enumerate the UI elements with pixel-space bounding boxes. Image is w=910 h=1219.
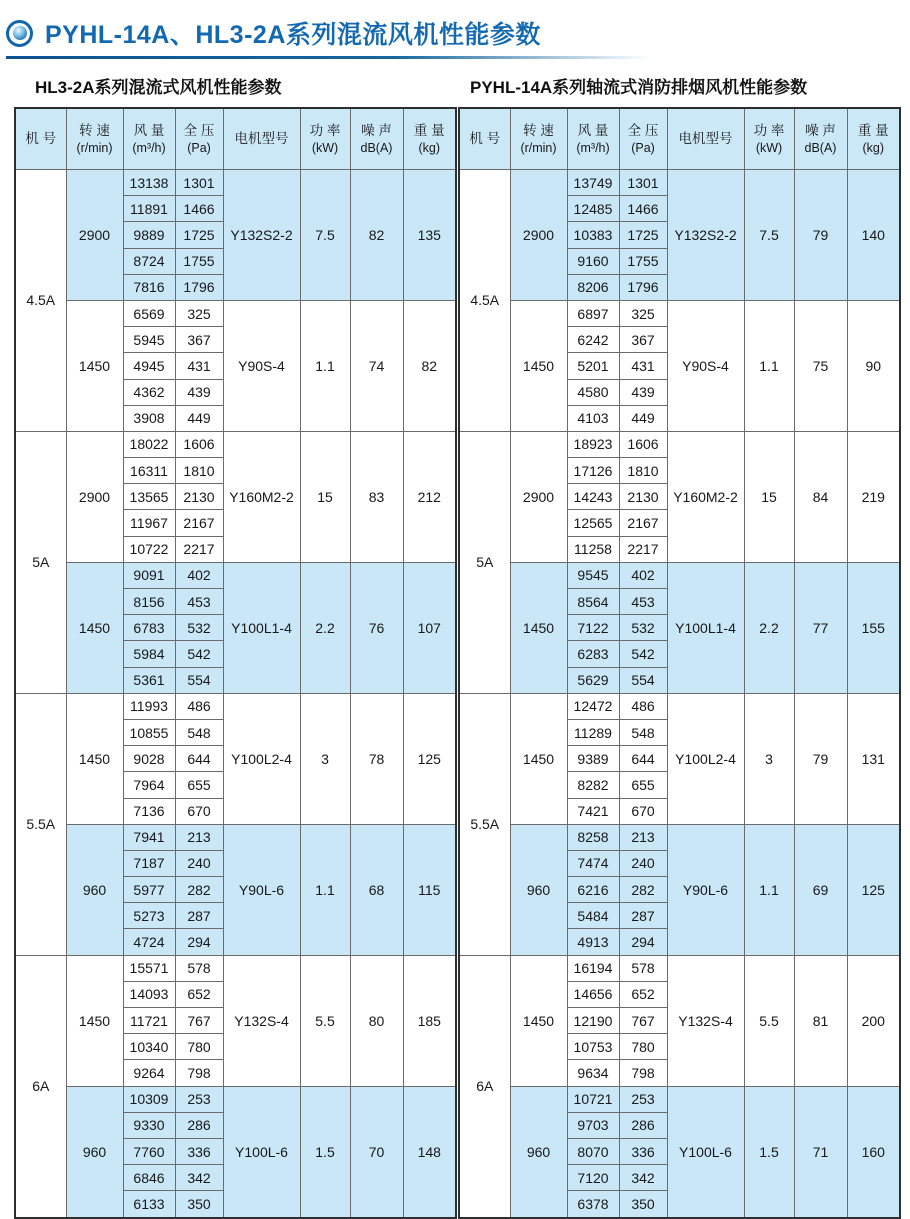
flow-cell: 14243	[567, 484, 619, 510]
pressure-cell: 767	[619, 1008, 667, 1034]
flow-cell: 7120	[567, 1165, 619, 1191]
flow-cell: 7760	[123, 1138, 175, 1164]
pressure-cell: 240	[619, 850, 667, 876]
power-cell: 7.5	[300, 170, 350, 301]
flow-cell: 8724	[123, 248, 175, 274]
table-row	[15, 300, 456, 326]
flow-cell: 9091	[123, 562, 175, 588]
motor-cell: Y160M2-2	[223, 431, 300, 562]
weight-cell: 90	[847, 300, 900, 431]
flow-cell: 8070	[567, 1138, 619, 1164]
pressure-cell: 453	[175, 589, 223, 615]
flow-cell: 8564	[567, 589, 619, 615]
size-cell: 5A	[15, 431, 66, 693]
weight-cell: 212	[403, 431, 456, 562]
flow-cell: 12485	[567, 196, 619, 222]
noise-cell: 76	[350, 562, 403, 693]
power-cell: 1.5	[744, 1086, 794, 1217]
motor-cell: Y100L1-4	[223, 562, 300, 693]
motor-cell: Y100L-6	[667, 1086, 744, 1217]
flow-cell: 9703	[567, 1112, 619, 1138]
flow-cell: 12472	[567, 693, 619, 719]
speed-cell: 1450	[66, 562, 123, 693]
power-cell: 1.1	[744, 824, 794, 955]
flow-cell: 14656	[567, 981, 619, 1007]
size-cell: 6A	[15, 955, 66, 1217]
flow-cell: 6216	[567, 877, 619, 903]
flow-cell: 10753	[567, 1034, 619, 1060]
weight-cell: 125	[847, 824, 900, 955]
power-cell: 3	[300, 693, 350, 824]
power-cell: 15	[300, 431, 350, 562]
pressure-cell: 453	[619, 589, 667, 615]
flow-cell: 5361	[123, 667, 175, 693]
noise-cell: 69	[794, 824, 847, 955]
flow-cell: 11993	[123, 693, 175, 719]
flow-cell: 4913	[567, 929, 619, 955]
noise-cell: 83	[350, 431, 403, 562]
pressure-cell: 213	[175, 824, 223, 850]
table-row	[459, 562, 900, 588]
flow-cell: 6242	[567, 327, 619, 353]
noise-cell: 77	[794, 562, 847, 693]
flow-cell: 5977	[123, 877, 175, 903]
pressure-cell: 1810	[175, 458, 223, 484]
pressure-cell: 439	[619, 379, 667, 405]
size-cell: 5A	[459, 431, 510, 693]
pressure-cell: 367	[175, 327, 223, 353]
pressure-cell: 655	[175, 772, 223, 798]
table-row	[459, 824, 900, 850]
flow-cell: 8258	[567, 824, 619, 850]
pressure-cell: 2130	[619, 484, 667, 510]
pressure-cell: 644	[619, 746, 667, 772]
pressure-cell: 798	[175, 1060, 223, 1086]
pressure-cell: 449	[175, 405, 223, 431]
pressure-cell: 1725	[175, 222, 223, 248]
flow-cell: 7816	[123, 274, 175, 300]
weight-cell: 185	[403, 955, 456, 1086]
table-row	[15, 955, 456, 981]
spec-table-hl3-2a	[14, 107, 457, 1219]
motor-cell: Y132S2-2	[223, 170, 300, 301]
flow-cell: 5984	[123, 641, 175, 667]
column-header: 功 率 (kW)	[744, 108, 794, 170]
flow-cell: 7421	[567, 798, 619, 824]
flow-cell: 18923	[567, 431, 619, 457]
flow-cell: 11289	[567, 719, 619, 745]
flow-cell: 17126	[567, 458, 619, 484]
pressure-cell: 294	[619, 929, 667, 955]
pressure-cell: 670	[175, 798, 223, 824]
flow-cell: 10340	[123, 1034, 175, 1060]
noise-cell: 74	[350, 300, 403, 431]
pressure-cell: 431	[619, 353, 667, 379]
motor-cell: Y100L-6	[223, 1086, 300, 1217]
size-cell: 5.5A	[15, 693, 66, 955]
pressure-cell: 282	[619, 877, 667, 903]
column-header: 全 压 (Pa)	[619, 108, 667, 170]
pressure-cell: 1466	[619, 196, 667, 222]
flow-cell: 11258	[567, 536, 619, 562]
pressure-cell: 655	[619, 772, 667, 798]
bullet-circle-core-icon	[13, 26, 27, 40]
size-cell: 5.5A	[459, 693, 510, 955]
flow-cell: 6897	[567, 300, 619, 326]
flow-cell: 9389	[567, 746, 619, 772]
table-row	[15, 824, 456, 850]
title-underline	[6, 56, 651, 59]
flow-cell: 5201	[567, 353, 619, 379]
motor-cell: Y100L2-4	[223, 693, 300, 824]
weight-cell: 140	[847, 170, 900, 301]
flow-cell: 9264	[123, 1060, 175, 1086]
pressure-cell: 532	[619, 615, 667, 641]
pressure-cell: 578	[175, 955, 223, 981]
header-row	[15, 108, 456, 170]
pressure-cell: 2167	[619, 510, 667, 536]
page-title: PYHL-14A、HL3-2A系列混流风机性能参数	[45, 21, 541, 49]
pressure-cell: 342	[619, 1165, 667, 1191]
flow-cell: 6133	[123, 1191, 175, 1218]
power-cell: 5.5	[744, 955, 794, 1086]
noise-cell: 82	[350, 170, 403, 301]
motor-cell: Y132S-4	[667, 955, 744, 1086]
flow-cell: 10722	[123, 536, 175, 562]
pressure-cell: 1796	[619, 274, 667, 300]
pressure-cell: 336	[175, 1138, 223, 1164]
pressure-cell: 336	[619, 1138, 667, 1164]
flow-cell: 11721	[123, 1008, 175, 1034]
weight-cell: 115	[403, 824, 456, 955]
weight-cell: 155	[847, 562, 900, 693]
noise-cell: 70	[350, 1086, 403, 1217]
pressure-cell: 286	[175, 1112, 223, 1138]
pressure-cell: 1755	[619, 248, 667, 274]
speed-cell: 960	[66, 1086, 123, 1217]
pressure-cell: 2217	[619, 536, 667, 562]
flow-cell: 6283	[567, 641, 619, 667]
power-cell: 1.1	[300, 824, 350, 955]
speed-cell: 1450	[66, 693, 123, 824]
pressure-cell: 554	[619, 667, 667, 693]
column-header: 机 号	[15, 108, 66, 170]
pressure-cell: 402	[619, 562, 667, 588]
noise-cell: 81	[794, 955, 847, 1086]
pressure-cell: 670	[619, 798, 667, 824]
column-header: 转 速 (r/min)	[510, 108, 567, 170]
flow-cell: 7941	[123, 824, 175, 850]
pressure-cell: 1796	[175, 274, 223, 300]
header-row	[459, 108, 900, 170]
pressure-cell: 652	[619, 981, 667, 1007]
speed-cell: 2900	[66, 170, 123, 301]
flow-cell: 4580	[567, 379, 619, 405]
pressure-cell: 2217	[175, 536, 223, 562]
bullet-circle-icon	[6, 20, 33, 47]
table-subtitle-left: HL3-2A系列混流式风机性能参数	[35, 78, 282, 97]
pressure-cell: 213	[619, 824, 667, 850]
pressure-cell: 548	[175, 719, 223, 745]
motor-cell: Y100L2-4	[667, 693, 744, 824]
pressure-cell: 1606	[619, 431, 667, 457]
table-subtitle-right: PYHL-14A系列轴流式消防排烟风机性能参数	[470, 78, 808, 97]
flow-cell: 15571	[123, 955, 175, 981]
weight-cell: 131	[847, 693, 900, 824]
noise-cell: 79	[794, 170, 847, 301]
motor-cell: Y90L-6	[667, 824, 744, 955]
power-cell: 5.5	[300, 955, 350, 1086]
weight-cell: 219	[847, 431, 900, 562]
pressure-cell: 1301	[619, 170, 667, 196]
flow-cell: 8156	[123, 589, 175, 615]
power-cell: 1.1	[300, 300, 350, 431]
weight-cell: 82	[403, 300, 456, 431]
pressure-cell: 644	[175, 746, 223, 772]
pressure-cell: 439	[175, 379, 223, 405]
column-header: 风 量 (m³/h)	[123, 108, 175, 170]
pressure-cell: 286	[619, 1112, 667, 1138]
table-row	[459, 300, 900, 326]
flow-cell: 18022	[123, 431, 175, 457]
pressure-cell: 486	[175, 693, 223, 719]
tables-container	[14, 73, 910, 1219]
table-row	[459, 431, 900, 457]
pressure-cell: 402	[175, 562, 223, 588]
flow-cell: 9545	[567, 562, 619, 588]
motor-cell: Y100L1-4	[667, 562, 744, 693]
size-cell: 4.5A	[459, 170, 510, 432]
flow-cell: 14093	[123, 981, 175, 1007]
speed-cell: 960	[510, 824, 567, 955]
size-cell: 6A	[459, 955, 510, 1217]
power-cell: 1.1	[744, 300, 794, 431]
spec-table-pyhl-14a	[458, 107, 901, 1219]
flow-cell: 5945	[123, 327, 175, 353]
pressure-cell: 578	[619, 955, 667, 981]
table-row	[15, 1086, 456, 1112]
speed-cell: 2900	[510, 170, 567, 301]
flow-cell: 7122	[567, 615, 619, 641]
speed-cell: 1450	[66, 955, 123, 1086]
speed-cell: 1450	[510, 300, 567, 431]
flow-cell: 8282	[567, 772, 619, 798]
flow-cell: 10309	[123, 1086, 175, 1112]
weight-cell: 148	[403, 1086, 456, 1217]
flow-cell: 16194	[567, 955, 619, 981]
flow-cell: 4362	[123, 379, 175, 405]
speed-cell: 2900	[510, 431, 567, 562]
pressure-cell: 780	[175, 1034, 223, 1060]
pressure-cell: 287	[175, 903, 223, 929]
column-header: 重 量 (kg)	[847, 108, 900, 170]
flow-cell: 7187	[123, 850, 175, 876]
pressure-cell: 542	[175, 641, 223, 667]
pressure-cell: 2130	[175, 484, 223, 510]
column-header: 电机型号	[223, 108, 300, 170]
speed-cell: 960	[66, 824, 123, 955]
flow-cell: 4724	[123, 929, 175, 955]
pressure-cell: 767	[175, 1008, 223, 1034]
table-row	[459, 1086, 900, 1112]
power-cell: 7.5	[744, 170, 794, 301]
noise-cell: 80	[350, 955, 403, 1086]
table-row	[15, 562, 456, 588]
speed-cell: 1450	[510, 693, 567, 824]
pressure-cell: 486	[619, 693, 667, 719]
flow-cell: 10383	[567, 222, 619, 248]
flow-cell: 4103	[567, 405, 619, 431]
flow-cell: 11891	[123, 196, 175, 222]
flow-cell: 6846	[123, 1165, 175, 1191]
pressure-cell: 1606	[175, 431, 223, 457]
weight-cell: 200	[847, 955, 900, 1086]
pressure-cell: 542	[619, 641, 667, 667]
table-block-hl3-2a	[14, 73, 455, 1219]
power-cell: 15	[744, 431, 794, 562]
column-header: 机 号	[459, 108, 510, 170]
flow-cell: 9634	[567, 1060, 619, 1086]
pressure-cell: 1301	[175, 170, 223, 196]
flow-cell: 5629	[567, 667, 619, 693]
noise-cell: 71	[794, 1086, 847, 1217]
pressure-cell: 548	[619, 719, 667, 745]
flow-cell: 5273	[123, 903, 175, 929]
power-cell: 1.5	[300, 1086, 350, 1217]
pressure-cell: 367	[619, 327, 667, 353]
column-header: 噪 声 dB(A)	[794, 108, 847, 170]
motor-cell: Y90L-6	[223, 824, 300, 955]
noise-cell: 84	[794, 431, 847, 562]
pressure-cell: 287	[619, 903, 667, 929]
weight-cell: 107	[403, 562, 456, 693]
page-header	[0, 0, 910, 51]
pressure-cell: 1810	[619, 458, 667, 484]
table-row	[15, 431, 456, 457]
flow-cell: 4945	[123, 353, 175, 379]
flow-cell: 8206	[567, 274, 619, 300]
speed-cell: 960	[510, 1086, 567, 1217]
column-header: 重 量 (kg)	[403, 108, 456, 170]
pressure-cell: 325	[175, 300, 223, 326]
motor-cell: Y90S-4	[223, 300, 300, 431]
flow-cell: 13565	[123, 484, 175, 510]
noise-cell: 79	[794, 693, 847, 824]
pressure-cell: 1755	[175, 248, 223, 274]
flow-cell: 9028	[123, 746, 175, 772]
flow-cell: 7474	[567, 850, 619, 876]
speed-cell: 2900	[66, 431, 123, 562]
pressure-cell: 350	[619, 1191, 667, 1218]
motor-cell: Y160M2-2	[667, 431, 744, 562]
pressure-cell: 431	[175, 353, 223, 379]
table-row	[459, 955, 900, 981]
column-header: 噪 声 dB(A)	[350, 108, 403, 170]
pressure-cell: 1725	[619, 222, 667, 248]
pressure-cell: 342	[175, 1165, 223, 1191]
power-cell: 3	[744, 693, 794, 824]
pressure-cell: 652	[175, 981, 223, 1007]
noise-cell: 68	[350, 824, 403, 955]
speed-cell: 1450	[66, 300, 123, 431]
pressure-cell: 1466	[175, 196, 223, 222]
speed-cell: 1450	[510, 955, 567, 1086]
pressure-cell: 253	[619, 1086, 667, 1112]
motor-cell: Y132S-4	[223, 955, 300, 1086]
pressure-cell: 350	[175, 1191, 223, 1218]
pressure-cell: 282	[175, 877, 223, 903]
flow-cell: 6569	[123, 300, 175, 326]
pressure-cell: 554	[175, 667, 223, 693]
flow-cell: 10721	[567, 1086, 619, 1112]
size-cell: 4.5A	[15, 170, 66, 432]
flow-cell: 3908	[123, 405, 175, 431]
pressure-cell: 294	[175, 929, 223, 955]
flow-cell: 13138	[123, 170, 175, 196]
table-row	[459, 170, 900, 196]
noise-cell: 78	[350, 693, 403, 824]
power-cell: 2.2	[300, 562, 350, 693]
pressure-cell: 253	[175, 1086, 223, 1112]
column-header: 电机型号	[667, 108, 744, 170]
flow-cell: 9889	[123, 222, 175, 248]
pressure-cell: 240	[175, 850, 223, 876]
speed-cell: 1450	[510, 562, 567, 693]
pressure-cell: 325	[619, 300, 667, 326]
weight-cell: 125	[403, 693, 456, 824]
flow-cell: 11967	[123, 510, 175, 536]
column-header: 转 速 (r/min)	[66, 108, 123, 170]
pressure-cell: 2167	[175, 510, 223, 536]
flow-cell: 13749	[567, 170, 619, 196]
pressure-cell: 532	[175, 615, 223, 641]
motor-cell: Y132S2-2	[667, 170, 744, 301]
pressure-cell: 798	[619, 1060, 667, 1086]
table-row	[15, 170, 456, 196]
column-header: 全 压 (Pa)	[175, 108, 223, 170]
noise-cell: 75	[794, 300, 847, 431]
flow-cell: 9330	[123, 1112, 175, 1138]
flow-cell: 5484	[567, 903, 619, 929]
flow-cell: 6783	[123, 615, 175, 641]
column-header: 风 量 (m³/h)	[567, 108, 619, 170]
flow-cell: 7136	[123, 798, 175, 824]
weight-cell: 160	[847, 1086, 900, 1217]
flow-cell: 7964	[123, 772, 175, 798]
flow-cell: 12565	[567, 510, 619, 536]
pressure-cell: 449	[619, 405, 667, 431]
power-cell: 2.2	[744, 562, 794, 693]
flow-cell: 9160	[567, 248, 619, 274]
table-row	[15, 693, 456, 719]
flow-cell: 16311	[123, 458, 175, 484]
motor-cell: Y90S-4	[667, 300, 744, 431]
flow-cell: 6378	[567, 1191, 619, 1218]
flow-cell: 12190	[567, 1008, 619, 1034]
pressure-cell: 780	[619, 1034, 667, 1060]
weight-cell: 135	[403, 170, 456, 301]
table-block-pyhl-14a	[458, 73, 899, 1219]
table-row	[459, 693, 900, 719]
flow-cell: 10855	[123, 719, 175, 745]
column-header: 功 率 (kW)	[300, 108, 350, 170]
